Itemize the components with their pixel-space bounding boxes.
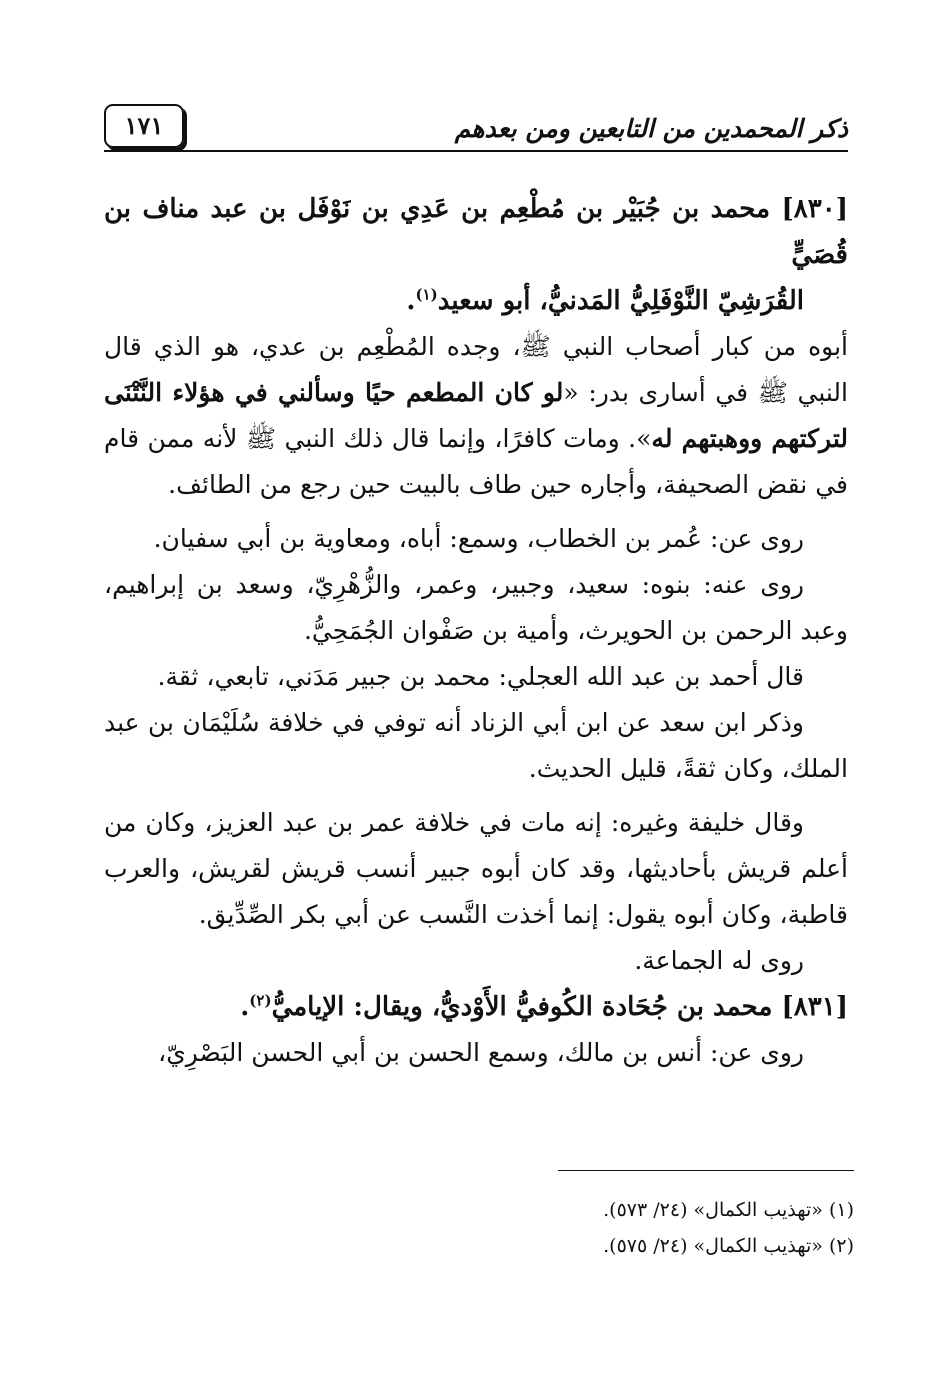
bio-text-2: ». ومات كافرًا، وإنما قال ذلك النبي ﷺ لأنه ممن قام في نقض الصحيفة، وأجاره حين طاف بالبيت حين رجع من الطائف. bbox=[104, 424, 848, 499]
footnote-rule bbox=[558, 1170, 854, 1171]
entry-830-number: [٨٣٠] bbox=[781, 194, 849, 224]
entry-831-name: محمد بن جُحَادة الكُوفيُّ الأَوْديُّ، ويقال: الإياميُّ bbox=[271, 992, 773, 1022]
footnote-ref-2: (٢) bbox=[249, 991, 272, 1010]
chapter-title: ذكر المحمدين من التابعين ومن بعدهم bbox=[454, 114, 848, 143]
footnote-2: (٢) «تهذيب الكمال» (٢٤/ ٥٧٥). bbox=[603, 1235, 854, 1257]
ijli-paragraph: قال أحمد بن عبد الله العجلي: محمد بن جبير مَدَني، تابعي، ثقة. bbox=[157, 662, 804, 691]
jamaa-paragraph: روى له الجماعة. bbox=[634, 946, 804, 975]
main-text bbox=[104, 186, 848, 1076]
entry-830-title bbox=[104, 186, 848, 324]
entry-830-name-line1: محمد بن جُبَيْر بن مُطْعِم بن عَدِي بن نَوْفَل بن عبد مناف بن قُصَيٍّ bbox=[104, 194, 848, 270]
bio-text-1: أبوه من كبار أصحاب النبي ﷺ، وجده المُطْعِم بن عدي، هو الذي قال النبي ﷺ في أسارى بدر: « bbox=[104, 332, 848, 407]
footnote-ref-1: (١) bbox=[415, 285, 438, 304]
page-number-box: ١٧١ bbox=[104, 104, 184, 148]
ibn-saad-paragraph: وذكر ابن سعد عن ابن أبي الزناد أنه توفي في خلافة سُلَيْمَان بن عبد الملك، وكان ثقةً، قليل الحديث. bbox=[104, 708, 848, 783]
entry-831-narrated-from: روى عن: أنس بن مالك، وسمع الحسن بن أبي الحسن البَصْرِيّ، bbox=[158, 1038, 804, 1067]
entry-830-name-line2: القُرَشِيّ النَّوْفَلِيُّ المَدنيُّ، أبو سعيد bbox=[437, 286, 804, 316]
khalifa-paragraph: وقال خليفة وغيره: إنه مات في خلافة عمر بن عبد العزيز، وكان من أعلم قريش بأحاديثها، وقد كان أبوه جبير أنسب قريش لقريش، والعرب قاطبة، وكان أبوه يقول: إنما أخذت النَّسب عن أبي بكر الصِّدِّيق. bbox=[104, 808, 848, 929]
footnotes bbox=[454, 1192, 854, 1264]
entry-831-title bbox=[104, 984, 848, 1030]
header-rule bbox=[104, 150, 848, 152]
entry-830-bio bbox=[104, 324, 848, 508]
hadith-quote: لو كان المطعم حيًا وسألني في هؤلاء النَّتْنَى لتركتهم ووهبتهم له bbox=[104, 378, 848, 453]
footnote-1: (١) «تهذيب الكمال» (٢٤/ ٥٧٣). bbox=[603, 1199, 854, 1221]
entry-831-number: [٨٣١] bbox=[781, 992, 848, 1022]
narrated-by-paragraph: روى عنه: بنوه: سعيد، وجبير، وعمر، والزُّهْرِيّ، وسعد بن إبراهيم، وعبد الرحمن بن الحويرث، وأمية بن صَفْوان الجُمَحِيُّ. bbox=[104, 570, 848, 645]
running-header bbox=[104, 100, 848, 156]
narrated-from-paragraph: روى عن: عُمر بن الخطاب، وسمع: أباه، ومعاوية بن أبي سفيان. bbox=[153, 524, 804, 553]
title-period: . bbox=[406, 286, 416, 316]
title-period: . bbox=[240, 992, 250, 1022]
